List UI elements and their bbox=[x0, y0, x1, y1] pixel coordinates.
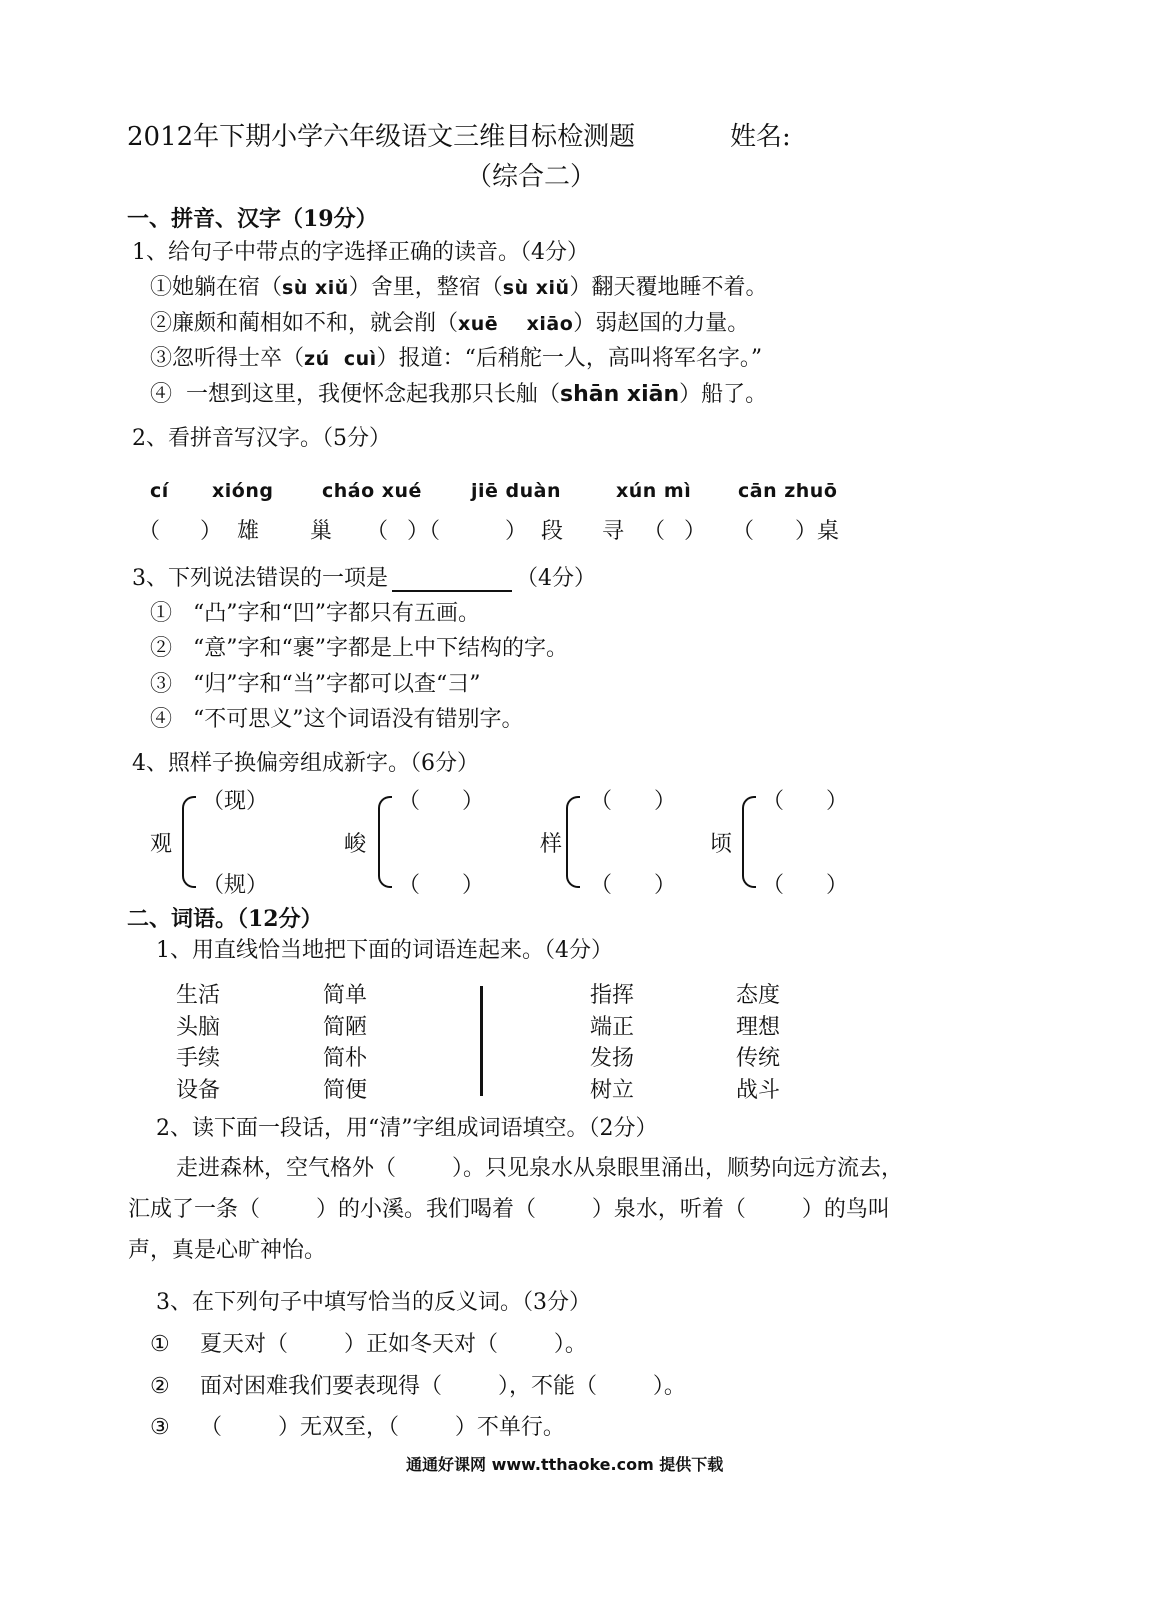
s2-q3-item-1: 夏天对（ ）正如冬天对（ ）。 bbox=[200, 1332, 587, 1357]
q4-char-4: 顷 bbox=[710, 832, 733, 857]
q2-answer-8: 段 bbox=[541, 519, 564, 544]
word: 生活 bbox=[176, 983, 221, 1008]
s2-q3-num-2: ② bbox=[150, 1374, 170, 1399]
s2-q2-line-1: 走进森林，空气格外（ ）。只见泉水从泉眼里涌出，顺势向远方流去， bbox=[176, 1156, 903, 1181]
q2-pinyin-4: jiē duàn bbox=[471, 480, 562, 502]
word: 简朴 bbox=[323, 1046, 368, 1071]
q2-answer-13: ）桌 bbox=[795, 519, 840, 544]
s2-q2-line-3: 声，真是心旷神怡。 bbox=[128, 1238, 327, 1263]
word: 树立 bbox=[590, 1077, 635, 1103]
word: 指挥 bbox=[590, 983, 635, 1008]
s2-q3-item-2: 面对困难我们要表现得（ ），不能（ ）。 bbox=[200, 1374, 686, 1399]
q3-item-2: ② “意”字和“裹”字都是上中下结构的字。 bbox=[150, 636, 568, 661]
q4-bottom-4: （ ） bbox=[762, 873, 848, 898]
q2-answer-6: ）（ bbox=[407, 519, 441, 544]
divider-line bbox=[480, 986, 483, 1096]
q1-item-4: ④ 一想到这里，我便怀念起我那只长舢（shān xiān）船了。 bbox=[150, 382, 768, 407]
footer-credit: 通通好课网 www.tthaoke.com 提供下载 bbox=[406, 1455, 724, 1474]
word: 态度 bbox=[736, 983, 781, 1008]
q2-answer-2: ） bbox=[200, 519, 223, 544]
s2-q2-line-2: 汇成了一条（ ）的小溪。我们喝着（ ）泉水，听着（ ）的鸟叫 bbox=[128, 1197, 890, 1222]
q2-pinyin-1: cí bbox=[150, 480, 169, 502]
q4-brace-1 bbox=[182, 796, 196, 888]
q2-answer-3: 雄 bbox=[237, 519, 260, 544]
q4-brace-3 bbox=[566, 796, 580, 888]
page-title: 2012年下期小学六年级语文三维目标检测题 bbox=[127, 122, 636, 152]
q4-char-2: 峻 bbox=[344, 832, 367, 857]
q4-top-1: （现） bbox=[202, 789, 269, 814]
q2-answer-11: ） bbox=[684, 519, 707, 544]
q2-answer-4: 巢 bbox=[310, 519, 333, 544]
q4-bottom-1: （规） bbox=[202, 873, 269, 898]
q1-item-1: ①她躺在宿（sù xiǔ）舍里，整宿（sù xiǔ）翻天覆地睡不着。 bbox=[150, 275, 768, 300]
q4-top-2: （ ） bbox=[398, 789, 484, 814]
q2-answer-7: ） bbox=[505, 519, 528, 544]
q4-brace-4 bbox=[742, 796, 756, 888]
q2-pinyin-6: cān zhuō bbox=[738, 480, 838, 502]
q4-brace-2 bbox=[378, 796, 392, 888]
q3-answer-blank bbox=[392, 568, 512, 592]
q2-answer-1: （ bbox=[138, 519, 161, 544]
q2-prompt: 2、看拼音写汉字。（5分） bbox=[132, 426, 391, 451]
section-2-heading: 二、词语。（12分） bbox=[127, 906, 323, 932]
s2-q3-prompt: 3、在下列句子中填写恰当的反义词。（3分） bbox=[156, 1290, 591, 1315]
q4-top-4: （ ） bbox=[762, 789, 848, 814]
q2-answer-9: 寻 bbox=[602, 519, 625, 544]
word: 理想 bbox=[736, 1014, 781, 1040]
word: 简陋 bbox=[323, 1014, 368, 1040]
word: 简便 bbox=[323, 1077, 368, 1103]
s2-q1-col1 bbox=[176, 980, 220, 1106]
q2-answer-10: （ bbox=[643, 519, 666, 544]
word: 头脑 bbox=[176, 1014, 221, 1040]
word: 手续 bbox=[176, 1046, 221, 1071]
q2-answer-12: （ bbox=[732, 519, 755, 544]
q4-char-3: 样 bbox=[540, 832, 563, 857]
name-label: 姓名: bbox=[730, 122, 791, 152]
s2-q1-col2 bbox=[323, 980, 367, 1106]
q4-char-1: 观 bbox=[150, 832, 173, 857]
q3-item-1: ① “凸”字和“凹”字都只有五画。 bbox=[150, 601, 480, 626]
q2-pinyin-3: cháo xué bbox=[322, 480, 422, 502]
word: 简单 bbox=[323, 983, 368, 1008]
s2-q1-col4 bbox=[736, 980, 780, 1106]
s2-q3-item-3: （ ）无双至，（ ）不单行。 bbox=[200, 1415, 565, 1440]
word: 端正 bbox=[590, 1014, 635, 1040]
word: 传统 bbox=[736, 1046, 781, 1071]
q1-item-2: ②廉颇和蔺相如不和，就会削（xuē xiāo）弱赵国的力量。 bbox=[150, 311, 750, 336]
q4-bottom-2: （ ） bbox=[398, 873, 484, 898]
s2-q1-prompt: 1、用直线恰当地把下面的词语连起来。（4分） bbox=[156, 938, 613, 963]
q3-item-3: ③ “归”字和“当”字都可以查“彐” bbox=[150, 672, 481, 697]
q4-top-3: （ ） bbox=[590, 789, 676, 814]
q4-bottom-3: （ ） bbox=[590, 873, 676, 898]
s2-q3-num-3: ③ bbox=[150, 1415, 170, 1440]
q2-answer-5: （ bbox=[366, 519, 389, 544]
s2-q1-col3 bbox=[590, 980, 634, 1106]
s2-q2-prompt: 2、读下面一段话，用“清”字组成词语填空。（2分） bbox=[156, 1116, 658, 1141]
q4-prompt: 4、照样子换偏旁组成新字。（6分） bbox=[132, 751, 479, 776]
page-subtitle: （综合二） bbox=[466, 162, 597, 192]
q2-pinyin-2: xióng bbox=[212, 480, 274, 502]
word: 发扬 bbox=[590, 1046, 635, 1071]
q1-prompt: 1、给句子中带点的字选择正确的读音。（4分） bbox=[132, 240, 589, 265]
word: 战斗 bbox=[736, 1077, 781, 1103]
s2-q3-num-1: ① bbox=[150, 1332, 170, 1357]
q2-pinyin-5: xún mì bbox=[616, 480, 692, 502]
q3-prompt: 3、下列说法错误的一项是 （4分） bbox=[132, 566, 596, 591]
q1-item-3: ③忽听得士卒（zú cuì）报道：“后稍舵一人，高叫将军名字。” bbox=[150, 346, 763, 371]
q3-item-4: ④ “不可思义”这个词语没有错别字。 bbox=[150, 707, 524, 732]
section-1-heading: 一、拼音、汉字（19分） bbox=[127, 206, 378, 232]
word: 设备 bbox=[176, 1077, 221, 1103]
